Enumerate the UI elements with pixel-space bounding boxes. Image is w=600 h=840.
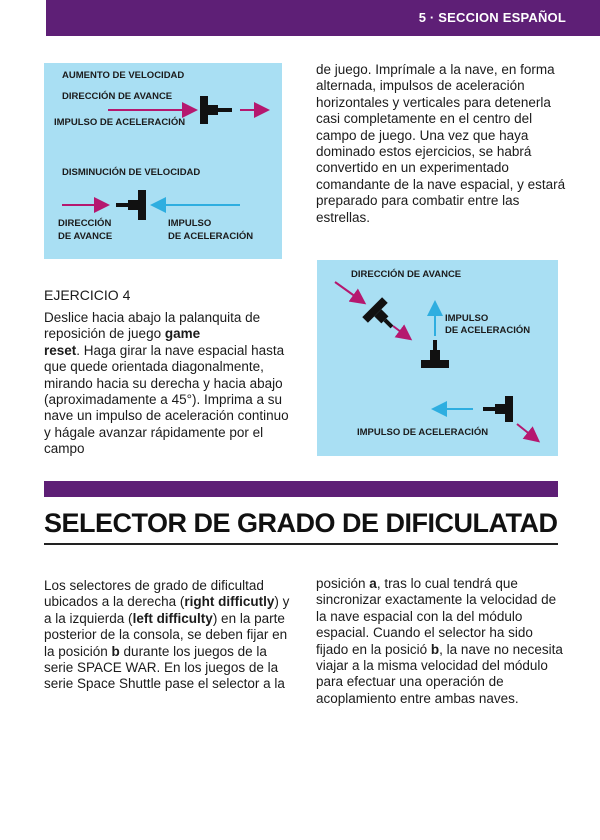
direction-label-2b: DE AVANCE [58,231,113,242]
exercise-text-2: . Haga girar la nave espacial hasta que quede orientada diagonalmente, mirando hacia su derecha y hacia abajo (aproximadamente a 45°). Imprima a su nave un impulso de aceleración continuo y hágale avanzar rápidamente por el campo [44,342,289,457]
difficulty-paragraph-right [316,576,566,707]
difficulty-paragraph-left [44,578,292,693]
bl-text-2: ) y a la izquierda ( [44,594,290,626]
ship-icon [200,96,232,124]
impulse-label-2a: IMPULSO [168,218,212,229]
d2-impulse-bottom-label: IMPULSO DE ACELERACIÓN [357,427,489,438]
d2-direction-label: DIRECCIÓN DE AVANCE [351,269,462,280]
velocity-diagram-panel [44,63,282,259]
impulse-label: IMPULSO DE ACELERACIÓN [54,117,186,128]
speedup-label: AUMENTO DE VELOCIDAD [62,70,185,81]
d2-impulse-label-b: DE ACELERACIÓN [445,325,531,336]
exercise-title: EJERCICIO 4 [44,287,131,303]
section-divider-bar [44,481,558,497]
bl-text-1: Los selectores de grado de dificultad ubicados a la derecha ( [44,578,264,610]
impulse-label-2b: DE ACELERACIÓN [168,231,254,242]
direction-label: DIRECCIÓN DE AVANCE [62,91,173,102]
bl-text-3: ) en la parte posterior de la consola, se deben fijar en la posición [44,610,288,659]
ship-icon-up [421,340,449,368]
br-bold-b: b [430,641,440,657]
br-bold-a: a [369,576,377,591]
ship-icon-2 [116,190,146,220]
ship-icon-bottom [483,396,513,422]
exercise-bold-game: game [164,326,201,342]
d2-impulse-label-a: IMPULSO [445,313,489,324]
diagonal-direction-arrow [335,282,363,302]
section-rule [44,543,558,545]
bl-bold-left: left difficulty [132,610,213,626]
diagonal-small-arrow [393,326,409,338]
ship-icon-diagonal [362,297,402,337]
exercise-text-1: Deslice hacia abajo la palanquita de reposición de juego [44,310,261,342]
bl-text-4: durante los juegos de la serie SPACE WAR. En los juegos de la serie Space Shuttle pase el selector a la [44,643,285,692]
top-right-paragraph: de juego. Imprímale a la nave, en forma alternada, impulsos de aceleración horizontales y verticales para detenerla casi completamente en el centro del campo de juego. Una vez que haya dominado estos ejercicios, se habrá convertido en un experimentado comandante de la nave espacial, y estará preparado para combatir entre las estrellas. [316,62,566,225]
diagonal-diagram-panel [317,260,558,456]
br-text-1: posición [316,576,370,591]
slowdown-label: DISMINUCIÓN DE VELOCIDAD [62,167,201,178]
exercise-body [44,310,289,458]
bl-bold-b: b [111,643,120,659]
bl-bold-right: right difficutly [184,594,275,610]
br-text-3: , la nave no necesita viajar a la misma velocidad del módulo para efectuar una operación de acoplamiento entre ambas naves. [316,641,563,706]
direction-label-2a: DIRECCIÓN [58,218,112,229]
exercise-bold-reset: reset [44,342,77,358]
br-text-2: , tras lo cual tendrá que sincronizar exactamente la velocidad de la nave espacial con la del módulo espacial. Cuando el selector ha sido fijado en la posició [316,576,557,657]
header-bar [46,0,600,36]
section-title: SELECTOR DE GRADO DE DIFICULATAD [44,508,558,538]
page-section-header: 5 · SECCION ESPAÑOL [418,10,566,25]
bottom-direction-arrow [517,424,537,440]
